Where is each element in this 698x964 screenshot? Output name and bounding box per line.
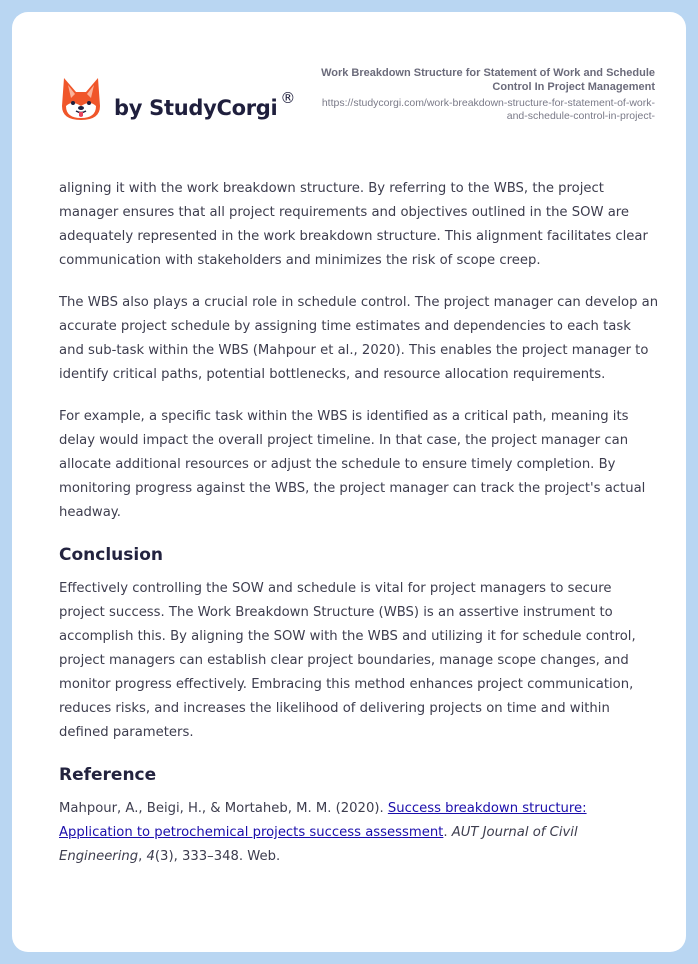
- reference-volume: 4: [146, 849, 155, 864]
- reference-heading: Reference: [59, 765, 157, 785]
- page-header: [12, 12, 686, 162]
- document-page: [12, 12, 686, 952]
- document-body: [59, 177, 659, 887]
- reference-punct: .: [443, 825, 452, 840]
- reference-punct: ,: [138, 849, 147, 864]
- body-paragraph: For example, a specific task within the WBS is identified as a critical path, meaning its delay would impact the overall project timeline. In that case, the project manager can allocate additional resources or adjust the schedule to ensure timely completion. By monitoring progress against the WBS, the project manager can track the project's actual headway.: [59, 409, 646, 520]
- studycorgi-logo[interactable]: [60, 76, 102, 122]
- brand-name[interactable]: [114, 89, 296, 120]
- reference-pages: (3), 333–348. Web.: [154, 849, 281, 864]
- reference-journal: AUT Journal of Civil Engineering: [59, 825, 578, 864]
- conclusion-heading: Conclusion: [59, 545, 163, 565]
- document-title: Work Breakdown Structure for Statement of Work and Schedule Control In Project Management: [321, 67, 655, 93]
- reference-link[interactable]: Success breakdown structure: Application to petrochemical projects success assessment: [59, 801, 587, 840]
- body-paragraph: aligning it with the work breakdown structure. By referring to the WBS, the project manager ensures that all project requirements and objectives outlined in the SOW are adequately represented in the work breakdown structure. This alignment facilitates clear communication with stakeholders and minimizes the risk of scope creep.: [59, 181, 648, 268]
- reference-entry: [59, 797, 659, 869]
- document-meta: [315, 66, 655, 123]
- reference-authors: Mahpour, A., Beigi, H., & Mortaheb, M. M. (2020).: [59, 801, 388, 816]
- document-url[interactable]: https://studycorgi.com/work-breakdown-structure-for-statement-of-work-and-schedule-control-in-project-: [321, 97, 655, 122]
- corgi-icon: [60, 76, 102, 122]
- registered-mark: ®: [280, 89, 296, 107]
- body-paragraph: The WBS also plays a crucial role in schedule control. The project manager can develop an accurate project schedule by assigning time estimates and dependencies to each task and sub-task within the WBS (Mahpour et al., 2020). This enables the project manager to identify critical paths, potential bottlenecks, and resource allocation requirements.: [59, 295, 659, 382]
- brand-text: by StudyCorgi: [114, 96, 278, 120]
- conclusion-paragraph: Effectively controlling the SOW and schedule is vital for project managers to secure project success. The Work Breakdown Structure (WBS) is an assertive instrument to accomplish this. By aligning the SOW with the WBS and utilizing it for schedule control, project managers can establish clear project boundaries, manage scope changes, and monitor progress effectively. Embracing this method enhances project communication, reduces risks, and increases the likelihood of delivering projects on time and within defined parameters.: [59, 581, 636, 740]
